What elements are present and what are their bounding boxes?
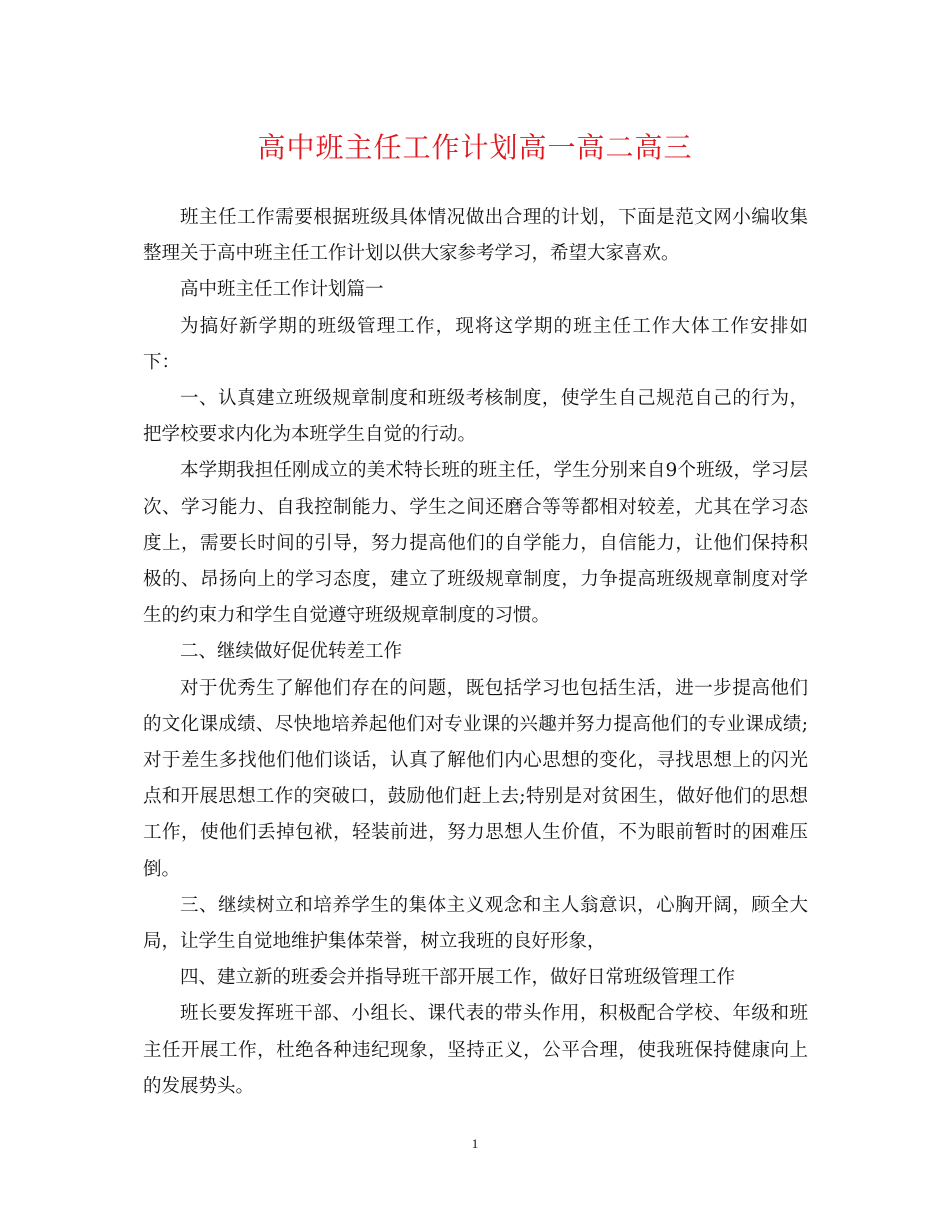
paragraph-point-two: 二、继续做好促优转差工作 (180, 641, 403, 663)
document-title: 高中班主任工作计划高一高二高三 (257, 131, 693, 164)
paragraph-class-monitor: 班长要发挥班干部、小组长、课代表的带头作用，积极配合学校、年级和班主任开展工作，杜绝各种违纪现象，坚持正义，公平合理，使我班保持健康向上的发展势头。 (143, 1003, 808, 1097)
document-body (143, 200, 808, 1105)
paragraph-section-heading: 高中班主任工作计划篇一 (180, 279, 384, 301)
paragraph-point-three: 三、继续树立和培养学生的集体主义观念和主人翁意识，心胸开阔，顾全大局，让学生自觉地维护集体荣誉，树立我班的良好形象， (143, 894, 808, 953)
paragraph-point-one: 一、认真建立班级规章制度和班级考核制度，使学生自己规范自己的行为，把学校要求内化为本班学生自觉的行动。 (143, 388, 808, 446)
paragraph-students: 对于优秀生了解他们存在的问题，既包括学习也包括生活，进一步提高他们的文化课成绩、尽快地培养起他们对专业课的兴趣并努力提高他们的专业课成绩;对于差生多找他们他们谈话，认真了解他们内心思想的变化，寻找思想上的闪光点和开展思想工作的突破口，鼓励他们赶上去;特别是对贫困生，做好他们的思想工作，使他们丢掉包袱，轻装前进，努力思想人生价值，不为眼前暂时的困难压倒。 (143, 677, 808, 880)
page-number: 1 (471, 1136, 479, 1151)
paragraph-intro: 班主任工作需要根据班级具体情况做出合理的计划，下面是范文网小编收集整理关于高中班主任工作计划以供大家参考学习，希望大家喜欢。 (143, 207, 808, 265)
paragraph-class-situation: 本学期我担任刚成立的美术特长班的班主任，学生分别来自9个班级，学习层次、学习能力、自我控制能力、学生之间还磨合等等都相对较差，尤其在学习态度上，需要长时间的引导，努力提高他们的自学能力，自信能力，让他们保持积极的、昂扬向上的学习态度，建立了班级规章制度，力争提高班级规章制度对学生的约束力和学生自觉遵守班级规章制度的习惯。 (143, 460, 808, 627)
paragraph-arrangement: 为搞好新学期的班级管理工作，现将这学期的班主任工作大体工作安排如下： (143, 315, 808, 373)
paragraph-point-four: 四、建立新的班委会并指导班干部开展工作，做好日常班级管理工作 (180, 967, 736, 989)
